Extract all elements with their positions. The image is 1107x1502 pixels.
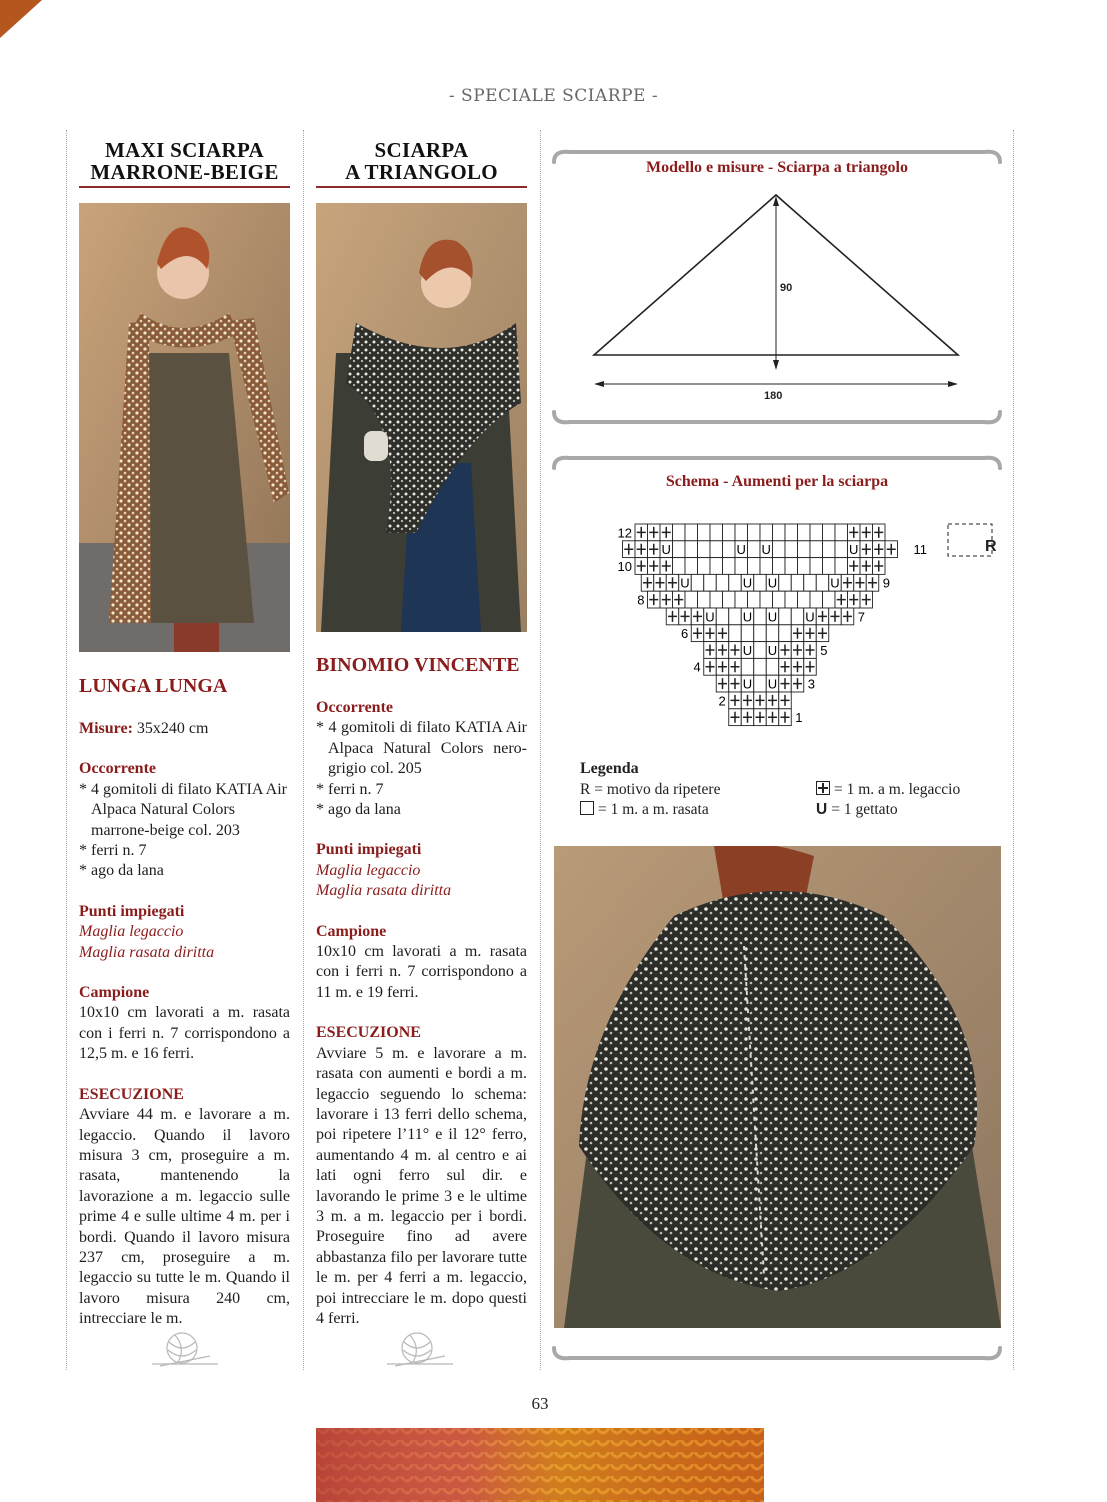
col2-campione-text: 10x10 cm lavorati a m. rasata con i ferri n. 7 corrispondono a 11 m. e 19 ferri.	[316, 943, 527, 1001]
chart-row-label: 1	[795, 710, 803, 726]
legend-sq	[580, 801, 709, 819]
chart-cell	[823, 524, 836, 541]
col2-esecuzione-label: ESECUZIONE	[316, 1024, 421, 1042]
chart-cell	[704, 574, 717, 591]
chart-yo-mark: U	[742, 609, 753, 625]
col2-occorrente-label: Occorrente	[316, 699, 393, 716]
chart-cell	[729, 608, 742, 625]
column-rule-2	[540, 130, 541, 1370]
chart-cell	[723, 591, 736, 608]
chart-cell	[785, 541, 798, 558]
legend-u-text: = 1 gettato	[831, 801, 898, 818]
col1-esecuzione-label: ESECUZIONE	[79, 1085, 184, 1103]
chart-cell	[673, 541, 686, 558]
legend-title: Legenda	[580, 760, 639, 777]
chart-yo-mark: U	[767, 676, 778, 692]
chart-cell	[735, 591, 748, 608]
chart-yo-mark: U	[736, 542, 746, 558]
corner-decoration	[0, 0, 42, 38]
chart-yo-mark: U	[761, 542, 771, 558]
column-rule-left	[66, 130, 67, 1370]
col1-body	[79, 719, 290, 1330]
col3-photo	[554, 846, 1001, 1328]
col1-occorrente-label: Occorrente	[79, 760, 156, 778]
chart-yo-mark: U	[805, 609, 815, 625]
col1-title-line1: MAXI SCIARPA	[105, 138, 264, 162]
chart-cell	[723, 541, 736, 558]
chart-cell	[673, 524, 686, 541]
chart-cell	[791, 574, 804, 591]
col1-campione-text: 10x10 cm lavorati a m. rasata con i ferri n. 7 corrispondono a 12,5 m. e 16 ferri.	[79, 1004, 290, 1063]
chart-cell	[766, 625, 779, 642]
col1-title	[79, 139, 290, 188]
col2-title-line1: SCIARPA	[374, 138, 469, 162]
chart-cell	[673, 558, 686, 575]
chart-cell	[748, 524, 761, 541]
chart-cell	[710, 541, 723, 558]
chart-cell	[804, 574, 817, 591]
chart-cell	[835, 524, 848, 541]
col2-section-title: BINOMIO VINCENTE	[316, 654, 520, 676]
chart-cell	[779, 574, 792, 591]
chart-cell	[754, 625, 767, 642]
chart-yo-mark: U	[767, 609, 778, 625]
square-icon	[580, 801, 594, 815]
chart-cell	[748, 591, 761, 608]
chart-yo-mark: U	[849, 542, 859, 558]
yarn-ball-icon	[385, 1328, 455, 1368]
col2-punto: Maglia rasata diritta	[316, 882, 452, 900]
col2-title	[316, 139, 527, 188]
chart-cell	[685, 524, 698, 541]
chart-cell	[685, 541, 698, 558]
legend-plus	[816, 781, 960, 799]
chart-cell	[741, 625, 754, 642]
chart-cell	[698, 591, 711, 608]
chart-cell	[785, 558, 798, 575]
chart-cell	[723, 558, 736, 575]
chart-cell	[773, 558, 786, 575]
chart-row-label: 2	[718, 693, 726, 709]
col1-occorrente-item: * ferri n. 7	[79, 842, 147, 860]
column-rule-1	[303, 130, 304, 1370]
chart-cell	[729, 625, 742, 642]
col1-title-line2: MARRONE-BEIGE	[90, 160, 279, 184]
chart-cell	[791, 608, 804, 625]
chart-cell	[785, 591, 798, 608]
chart-yo-mark: U	[742, 676, 753, 692]
footer-knit-image	[316, 1428, 764, 1502]
col1-punti-label: Punti impiegati	[79, 902, 185, 920]
chart-cell	[810, 591, 823, 608]
page-number: 63	[531, 1394, 549, 1413]
chart-yo-mark: U	[767, 642, 778, 658]
col1-section-title: LUNGA LUNGA	[79, 675, 228, 697]
col1-misure-label: Misure:	[79, 720, 133, 737]
chart-cell	[823, 541, 836, 558]
chart-cell	[835, 541, 848, 558]
chart-cell	[779, 625, 792, 642]
chart-cell	[754, 608, 767, 625]
chart-yo-mark: U	[742, 575, 753, 591]
chart-cell	[785, 524, 798, 541]
chart-cell	[685, 591, 698, 608]
chart-cell	[710, 524, 723, 541]
chart-cell	[773, 524, 786, 541]
col2-title-line2: A TRIANGOLO	[345, 160, 498, 184]
chart-yo-mark: U	[742, 642, 753, 658]
col2-occorrente-item: * ago da lana	[316, 801, 401, 819]
chart-row-label: 3	[807, 676, 815, 692]
chart-row-label: 8	[637, 592, 645, 608]
chart-yo-mark: U	[830, 575, 840, 591]
chart-cell	[716, 574, 729, 591]
knitting-chart	[560, 520, 1000, 735]
chart-cell	[823, 558, 836, 575]
col1-misure-value: 35x240 cm	[132, 720, 209, 737]
chart-cell	[835, 558, 848, 575]
chart-row-label: 12	[617, 525, 632, 541]
chart-cell	[710, 591, 723, 608]
legend-sq-text: = 1 m. a m. rasata	[598, 801, 709, 818]
column-rule-right	[1013, 130, 1014, 1370]
chart-cell	[798, 524, 811, 541]
chart-cell	[754, 642, 767, 659]
chart-cell	[716, 608, 729, 625]
chart-row-label: 7	[857, 609, 865, 625]
height-label: 90	[780, 282, 793, 294]
chart-cell	[735, 524, 748, 541]
chart-yo-mark: U	[680, 575, 690, 591]
chart-cell	[754, 675, 767, 692]
col2-punto: Maglia legaccio	[316, 861, 421, 879]
legend	[580, 760, 1000, 778]
chart-row-label: 6	[681, 626, 689, 642]
col2-punti-label: Punti impiegati	[316, 841, 422, 859]
schema-title: Schema - Aumenti per la sciarpa	[665, 473, 889, 490]
model-title: Modello e misure - Sciarpa a triangolo	[646, 159, 908, 176]
u-icon: U	[816, 801, 828, 818]
col1-campione-label: Campione	[79, 984, 150, 1002]
chart-cell	[810, 524, 823, 541]
chart-cell	[748, 558, 761, 575]
chart-cell	[723, 524, 736, 541]
chart-cell	[698, 524, 711, 541]
chart-cell	[798, 591, 811, 608]
chart-cell	[698, 558, 711, 575]
chart-cell	[773, 591, 786, 608]
chart-cell	[710, 558, 723, 575]
chart-yo-mark: U	[767, 575, 778, 591]
col1-occorrente-item: * 4 gomitoli di filato KATIA Air Alpaca Natural Colors marrone-beige col. 203	[79, 780, 287, 839]
chart-yo-mark: U	[705, 609, 715, 625]
chart-cell	[810, 541, 823, 558]
legend-u	[816, 801, 898, 819]
repeat-marker: R	[985, 538, 997, 555]
chart-row-label: 10	[617, 558, 632, 574]
col1-punto: Maglia rasata diritta	[79, 943, 215, 961]
chart-cell	[754, 574, 767, 591]
chart-cell	[698, 541, 711, 558]
chart-yo-mark: U	[661, 542, 671, 558]
chart-cell	[798, 558, 811, 575]
chart-cell	[816, 574, 829, 591]
chart-cell	[823, 591, 836, 608]
chart-cell	[748, 541, 761, 558]
col2-photo	[316, 203, 527, 632]
col1-punto: Maglia legaccio	[79, 923, 184, 941]
chart-cell	[760, 524, 773, 541]
yarn-ball-icon	[150, 1328, 220, 1368]
col1-esecuzione-text: Avviare 44 m. e lavorare a m. legaccio. Quando il lavoro misura 3 cm, proseguire a m. rasata, mantenendo la lavorazione a m. legaccio sulle prime 4 e sulle ultime 4 m. per i bordi. Quando il lavoro misura 237 cm, proseguire a m. legaccio su tutte le m. Quando il lavoro misura 240 cm, intrecciare le m.	[79, 1106, 290, 1328]
col2-esecuzione-text: Avviare 5 m. e lavorare a m. rasata con aumenti e bordi a m. legaccio seguendo lo schema: lavorare i 13 ferri dello schema, poi ripetere l’11° e il 12° ferro, aumentando 4 m. al centro e ai lati ogni ferro sul dir. e lavorando le prime 3 e le ultime 3 m. a m. legaccio per i bordi. Proseguire fino ad avere abbastanza filo per lavorare tutte le m. per 4 ferri a m. legaccio, poi intrecciare le m. dopo questi 4 ferri.	[316, 1044, 527, 1327]
chart-cell	[691, 574, 704, 591]
chart-cell	[766, 658, 779, 675]
chart-cell	[773, 541, 786, 558]
legend-r: R = motivo da ripetere	[580, 781, 721, 798]
chart-cell	[760, 558, 773, 575]
col1-misure	[79, 719, 290, 739]
chart-cell	[729, 574, 742, 591]
plus-square-icon	[816, 781, 830, 795]
chart-cell	[735, 558, 748, 575]
chart-row-label: 9	[882, 575, 890, 591]
triangle-diagram	[552, 180, 1002, 410]
chart-row-label: 4	[693, 659, 701, 675]
chart-cell	[760, 591, 773, 608]
chart-cell	[685, 558, 698, 575]
chart-cell	[779, 608, 792, 625]
col2-occorrente-item: * 4 gomitoli di filato KATIA Air Alpaca Natural Colors nero-grigio col. 205	[316, 719, 527, 778]
width-label: 180	[764, 390, 783, 402]
col1-photo	[79, 203, 290, 652]
legend-plus-text: = 1 m. a m. legaccio	[834, 781, 961, 798]
chart-cell	[810, 558, 823, 575]
chart-cell	[798, 541, 811, 558]
col2-body	[316, 698, 527, 1329]
chart-row-label: 5	[820, 642, 828, 658]
col2-campione-label: Campione	[316, 922, 387, 940]
chart-cell	[741, 658, 754, 675]
chart-cell	[754, 658, 767, 675]
chart-row-label: 11	[913, 542, 927, 558]
running-header: - SPECIALE SCIARPE -	[448, 86, 659, 106]
col1-occorrente-item: * ago da lana	[79, 862, 164, 880]
col2-occorrente-item: * ferri n. 7	[316, 780, 384, 798]
